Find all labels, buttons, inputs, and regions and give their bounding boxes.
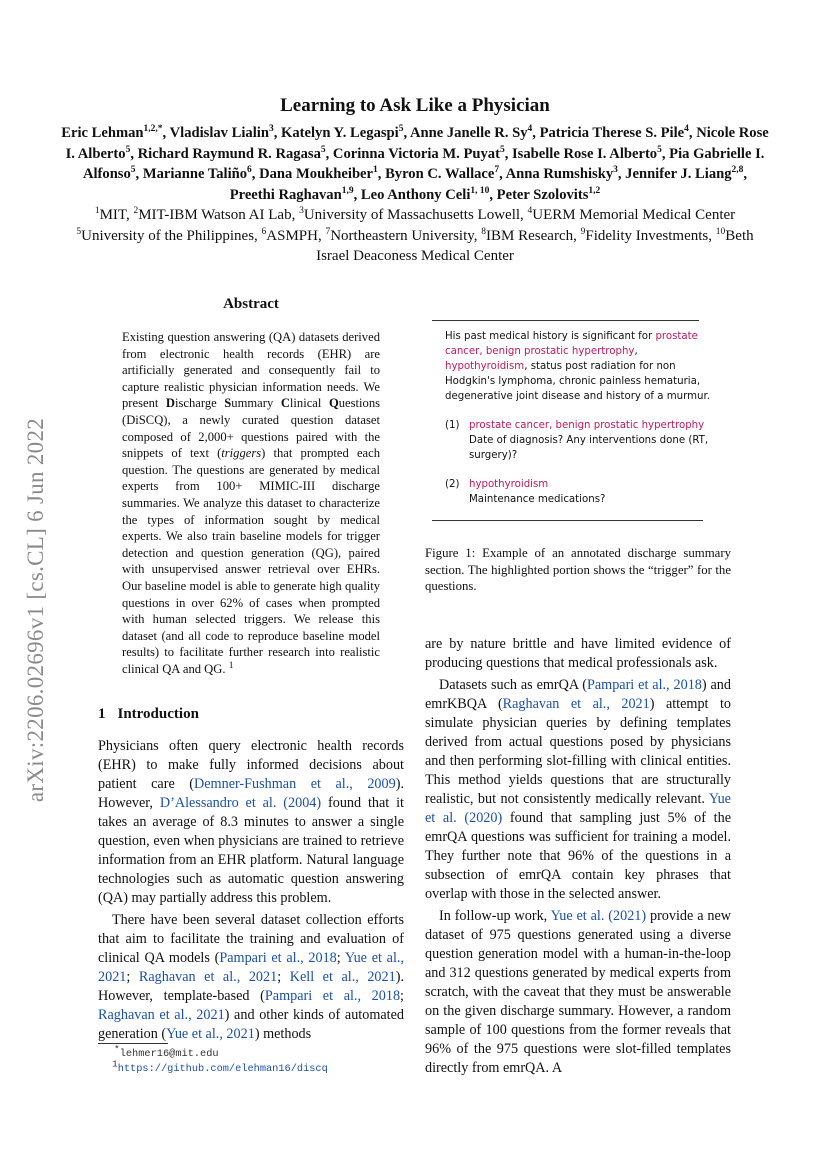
author-affiliation-marker: 1, 10 xyxy=(470,185,490,196)
affiliation-marker: 10 xyxy=(715,226,726,237)
section-heading-introduction xyxy=(98,706,199,723)
abstract-text xyxy=(122,329,380,677)
affiliation xyxy=(95,207,134,223)
trigger-text: prostate cancer, benign prostatic hypertrophy xyxy=(469,420,705,431)
body-paragraph xyxy=(425,635,731,673)
affiliation xyxy=(581,228,716,244)
citation-link[interactable]: Yue et al. (2021) xyxy=(550,908,647,924)
affiliation xyxy=(262,228,326,244)
author-name: Anne Janelle R. Sy xyxy=(409,125,528,141)
affiliation-name: Beth Israel Deaconess Medical Center xyxy=(316,227,754,264)
author-affiliation-marker: 4 xyxy=(527,124,533,135)
figure-bottom-rule xyxy=(432,520,703,521)
author xyxy=(497,187,601,203)
author xyxy=(143,166,252,182)
question-body xyxy=(469,418,715,463)
github-link[interactable]: https://github.com/elehman16/discq xyxy=(117,1063,328,1075)
text-span: provide a new dataset of 975 questions generated using a diverse question generation model with a human-in-the-loop and 312 questions generated by medical experts from scratch, with the caveat that they must be answerable on the given discharge summary. However, a random sample of 100 questions from the former reveals that 96% of the 975 questions were slot-filled templates directly from emrQA. A xyxy=(425,908,731,1076)
author-affiliation-marker: 5 xyxy=(657,144,662,155)
affiliation-name: UERM Memorial Medical Center xyxy=(532,207,736,223)
affiliation-marker: 2 xyxy=(133,206,139,216)
affiliation-marker: 1 xyxy=(94,206,100,216)
text-span: ) and emrKBQA ( xyxy=(425,677,731,712)
author xyxy=(259,166,378,182)
author-name: Vladislav Lialin xyxy=(169,125,269,141)
affiliation-marker: 8 xyxy=(481,226,487,237)
author-affiliation-marker: 5 xyxy=(130,165,136,176)
question-body xyxy=(469,477,715,507)
citation-link[interactable]: Yue et al., 2021 xyxy=(166,1026,255,1042)
abstract-part: ummary xyxy=(231,396,281,411)
author-name: Katelyn Y. Legaspi xyxy=(281,125,399,141)
author-name: Peter Szolovits xyxy=(496,186,589,203)
text-span: There have been several dataset collection efforts that aim to facilitate the training and evaluation of clinical QA models ( xyxy=(98,912,404,966)
text-span: ). However, template-based ( xyxy=(98,969,404,1004)
text-span: ) methods xyxy=(254,1026,312,1042)
author-name: Leo Anthony Celi xyxy=(360,186,471,203)
email-link[interactable]: lehmer16@mit.edu xyxy=(119,1048,219,1060)
author-name: Marianne Taliño xyxy=(142,166,248,182)
text-span: ) attempt to simulate physician queries by defining templates derived from actual questions posed by physicians and then performing slot-filling with clinical entities. This method yields questions that are structurally realistic, but not consistently medically relevant. xyxy=(425,696,731,807)
affiliation xyxy=(528,207,736,223)
author-list: Eric Lehman$^{1,2,*}$, Vladislav Lialin$^3$, Katelyn Y. Legaspi$^5$, Anne Janelle R. Sy$^4$, Patricia Therese S. Pile$^4$, Nicole Rose I. Alberto$^5$, Richard Raymund R. Ragasa$^5$, Corinna Victoria M. Puyat$^5$, Isabelle Rose I. Alberto$^5$, Pia Gabrielle I. Alfonso$^5$, Marianne Taliño$^6$, Dana Moukheiber$^1$, Byron C. Wallace$^7$, Anna Rumshisky$^3$, Jennifer J. Liang$^{2,8}$, Preethi Raghavan$^{1,9}$, Leo Anthony Celi$^{1, 10}$, Peter Szolovits$^{1,2}$ xyxy=(61,124,769,203)
affiliation xyxy=(76,228,261,244)
passage-text: His past medical history is significant for xyxy=(445,331,656,342)
abstract-bold-letter: Q xyxy=(328,396,339,411)
affiliation-name: MIT-IBM Watson AI Lab, xyxy=(138,207,300,223)
text-span: found that sampling just 5% of the emrQA questions was sufficient for training a model. They further note that 96% of the questions in a subsection of emrQA contain key phrases that overlap with those in the selected answer. xyxy=(425,810,731,902)
citation-link[interactable]: Yue et al. (2020) xyxy=(425,791,731,826)
footnote-url xyxy=(98,1058,404,1077)
author-name: Isabelle Rose I. Alberto xyxy=(511,145,658,162)
citation-link[interactable]: Raghavan et al., 2021 xyxy=(98,1007,225,1023)
title-block xyxy=(60,95,770,267)
question-number: (1) xyxy=(445,420,460,431)
citation-link[interactable]: Yue et al., 2021 xyxy=(98,950,404,985)
introduction-text xyxy=(98,737,404,1044)
footnote-marker: 1 xyxy=(112,1058,118,1070)
affiliation-name: Northeastern University, xyxy=(330,227,482,244)
author-affiliation-marker: 3 xyxy=(268,124,274,135)
citation-link[interactable]: Pampari et al., 2018 xyxy=(219,950,337,966)
author xyxy=(361,187,489,203)
affiliation-name: University of the Philippines, xyxy=(81,227,262,244)
text-span: ; xyxy=(400,988,404,1004)
affiliation-name: ASMPH, xyxy=(266,227,326,244)
footnote-divider xyxy=(98,1043,168,1044)
author-affiliation-marker: 6 xyxy=(247,165,252,176)
citation-link[interactable]: Kell et al., 2021 xyxy=(289,969,396,985)
author-name: Preethi Raghavan xyxy=(229,186,342,203)
affiliation-marker: 3 xyxy=(299,206,304,216)
author-name: Corinna Victoria M. Puyat xyxy=(332,145,500,162)
author xyxy=(281,125,403,141)
author xyxy=(410,125,532,141)
author xyxy=(540,125,689,141)
trigger-highlight: prostate cancer, benign prostatic hypertrophy xyxy=(445,331,698,357)
question-number: (2) xyxy=(445,479,460,490)
author xyxy=(512,146,662,162)
affiliation-name: University of Massachusetts Lowell, xyxy=(303,207,528,223)
author-affiliation-marker: 4 xyxy=(684,124,689,135)
text-span: are by nature brittle and have limited evidence of producing questions that medical professionals ask. xyxy=(425,636,731,671)
question-item xyxy=(445,418,715,463)
text-span: ). However, xyxy=(98,776,404,811)
author xyxy=(625,166,743,182)
question-text: Maintenance medications? xyxy=(469,494,606,505)
author-name: Anna Rumshisky xyxy=(505,166,614,182)
affiliation-list xyxy=(60,205,770,267)
abstract-part: Existing question answering (QA) datasets derived from electronic health records (EHR) are artificially generated and consequently fail to capture realistic physician information needs. We present xyxy=(122,330,380,411)
author xyxy=(506,166,618,182)
affiliation-name: Fidelity Investments, xyxy=(585,227,716,244)
author-name: Nicole Rose I. Alberto xyxy=(65,125,769,162)
text-span: found that it takes an average of 8.3 minutes to answer a single question, even when physicians are trained to retrieve information from an EHR platform. Natural language technologies such as automatic question answering (QA) may partially address this problem. xyxy=(98,795,404,906)
passage-text: , status post radiation for non Hodgkin's lymphoma, chronic painless hematuria, degenerative joint disease and history of a murmur. xyxy=(445,361,710,402)
affiliation-marker: 4 xyxy=(527,206,533,216)
figure-top-rule xyxy=(432,320,699,321)
author-affiliation-marker: 1,2,* xyxy=(143,124,163,135)
author-name: Jennifer J. Liang xyxy=(625,166,732,182)
passage-text: , xyxy=(634,346,638,357)
affiliation-name: IBM Research, xyxy=(486,227,581,244)
author-name: Pia Gabrielle I. Alfonso xyxy=(82,145,765,182)
footnote-email xyxy=(98,1043,404,1062)
text-span: ) and other kinds of automated generation ( xyxy=(98,1007,404,1042)
citation-link[interactable]: Demner-Fushman et al., 2009 xyxy=(194,776,396,792)
affiliation xyxy=(481,228,580,244)
author xyxy=(61,125,162,141)
author-name: Dana Moukheiber xyxy=(259,166,374,182)
affiliation-marker: 6 xyxy=(261,226,267,237)
footnote-marker[interactable]: 1 xyxy=(228,660,234,671)
author xyxy=(385,166,499,182)
author-affiliation-marker: 1,9 xyxy=(341,185,354,196)
affiliation-marker: 7 xyxy=(325,226,331,237)
citation-link[interactable]: Raghavan et al., 2021 xyxy=(502,696,650,712)
discharge-summary-passage xyxy=(445,329,715,404)
author-name: Richard Raymund R. Ragasa xyxy=(137,145,321,162)
text-span: Datasets such as emrQA ( xyxy=(439,677,587,693)
text-span: Physicians often query electronic health records (EHR) to make fully informed decisions about patient care ( xyxy=(98,738,404,792)
author-affiliation-marker: 2,8 xyxy=(731,165,744,176)
affiliation xyxy=(133,207,299,223)
author-affiliation-marker: 5 xyxy=(499,144,505,155)
question-text: Date of diagnosis? Any interventions done (RT, surgery)? xyxy=(469,435,709,461)
footnote-marker: * xyxy=(114,1043,120,1055)
section-title: Introduction xyxy=(117,706,199,722)
trigger-highlight: hypothyroidism xyxy=(445,361,525,372)
figure-1 xyxy=(445,329,715,507)
abstract-part: ) that prompted each question. The questions are generated by medical experts from 100+ MIMIC-III discharge summaries. We analyze this dataset to characterize the types of information sought by medical experts. We also train baseline models for trigger detection and question generation (QG), paired with unsupervised answer retrieval over EHRs. Our baseline model is able to generate high quality questions in over 62% of cases when prompted with human selected triggers. We release this dataset (and all code to reproduce baseline model results) to facilitate further research into realistic clinical QA and QG. xyxy=(122,446,381,676)
author-affiliation-marker: 1,2 xyxy=(588,185,601,196)
citation-link[interactable]: Pampari et al., 2018 xyxy=(586,677,702,693)
affiliation xyxy=(299,207,527,223)
abstract-bold-letter: D xyxy=(165,396,176,411)
citation-link[interactable]: D’Alessandro et al. (2004) xyxy=(159,795,322,811)
author xyxy=(138,146,326,162)
abstract-bold-letter: S xyxy=(224,396,232,411)
footnotes xyxy=(98,1043,404,1077)
body-paragraph xyxy=(425,907,731,1078)
author-affiliation-marker: 7 xyxy=(494,165,500,176)
text-span: In follow-up work, xyxy=(439,908,551,924)
intro-paragraph xyxy=(98,911,404,1044)
author-affiliation-marker: 1 xyxy=(373,165,378,176)
abstract-bold-letter: C xyxy=(280,396,290,411)
text-span: ; xyxy=(277,969,290,985)
affiliation-marker: 5 xyxy=(76,226,82,237)
figure-caption: Figure 1: Example of an annotated discharge summary section. The highlighted portion shows the “trigger” for the questions. xyxy=(425,546,731,594)
citation-link[interactable]: Raghavan et al., 2021 xyxy=(138,969,278,985)
author xyxy=(333,146,505,162)
text-span: ; xyxy=(336,950,345,966)
abstract-heading: Abstract xyxy=(223,296,279,312)
arxiv-side-stamp: arXiv:2206.02696v1 [cs.CL] 6 Jun 2022 xyxy=(23,417,48,803)
author-name: Eric Lehman xyxy=(61,125,144,141)
author-affiliation-marker: 5 xyxy=(398,124,404,135)
abstract-part: uestions (DiSCQ), a newly curated question dataset composed of 2,000+ questions paired with the snippets of text ( xyxy=(122,396,381,461)
abstract-italic-term: triggers xyxy=(221,446,262,461)
question-item xyxy=(445,477,715,507)
author-affiliation-marker: 5 xyxy=(320,144,326,155)
abstract-part: linical xyxy=(289,396,329,411)
author-affiliation-marker: 5 xyxy=(125,144,131,155)
trigger-text: hypothyroidism xyxy=(469,479,549,490)
affiliation xyxy=(325,228,481,244)
affiliation-marker: 9 xyxy=(580,226,586,237)
author xyxy=(230,187,354,203)
section-number: 1 xyxy=(98,706,106,722)
text-span: ; xyxy=(126,969,139,985)
citation-link[interactable]: Pampari et al., 2018 xyxy=(264,988,401,1004)
intro-paragraph xyxy=(98,737,404,908)
author-affiliation-marker: 3 xyxy=(613,165,618,176)
affiliation-name: MIT, xyxy=(99,207,134,223)
right-column-text xyxy=(425,635,731,1078)
abstract-part: ischarge xyxy=(175,396,225,411)
body-paragraph xyxy=(425,676,731,904)
author-name: Patricia Therese S. Pile xyxy=(539,125,685,141)
author-name: Byron C. Wallace xyxy=(385,166,495,182)
author xyxy=(170,125,274,141)
paper-title: Learning to Ask Like a Physician xyxy=(280,95,550,116)
